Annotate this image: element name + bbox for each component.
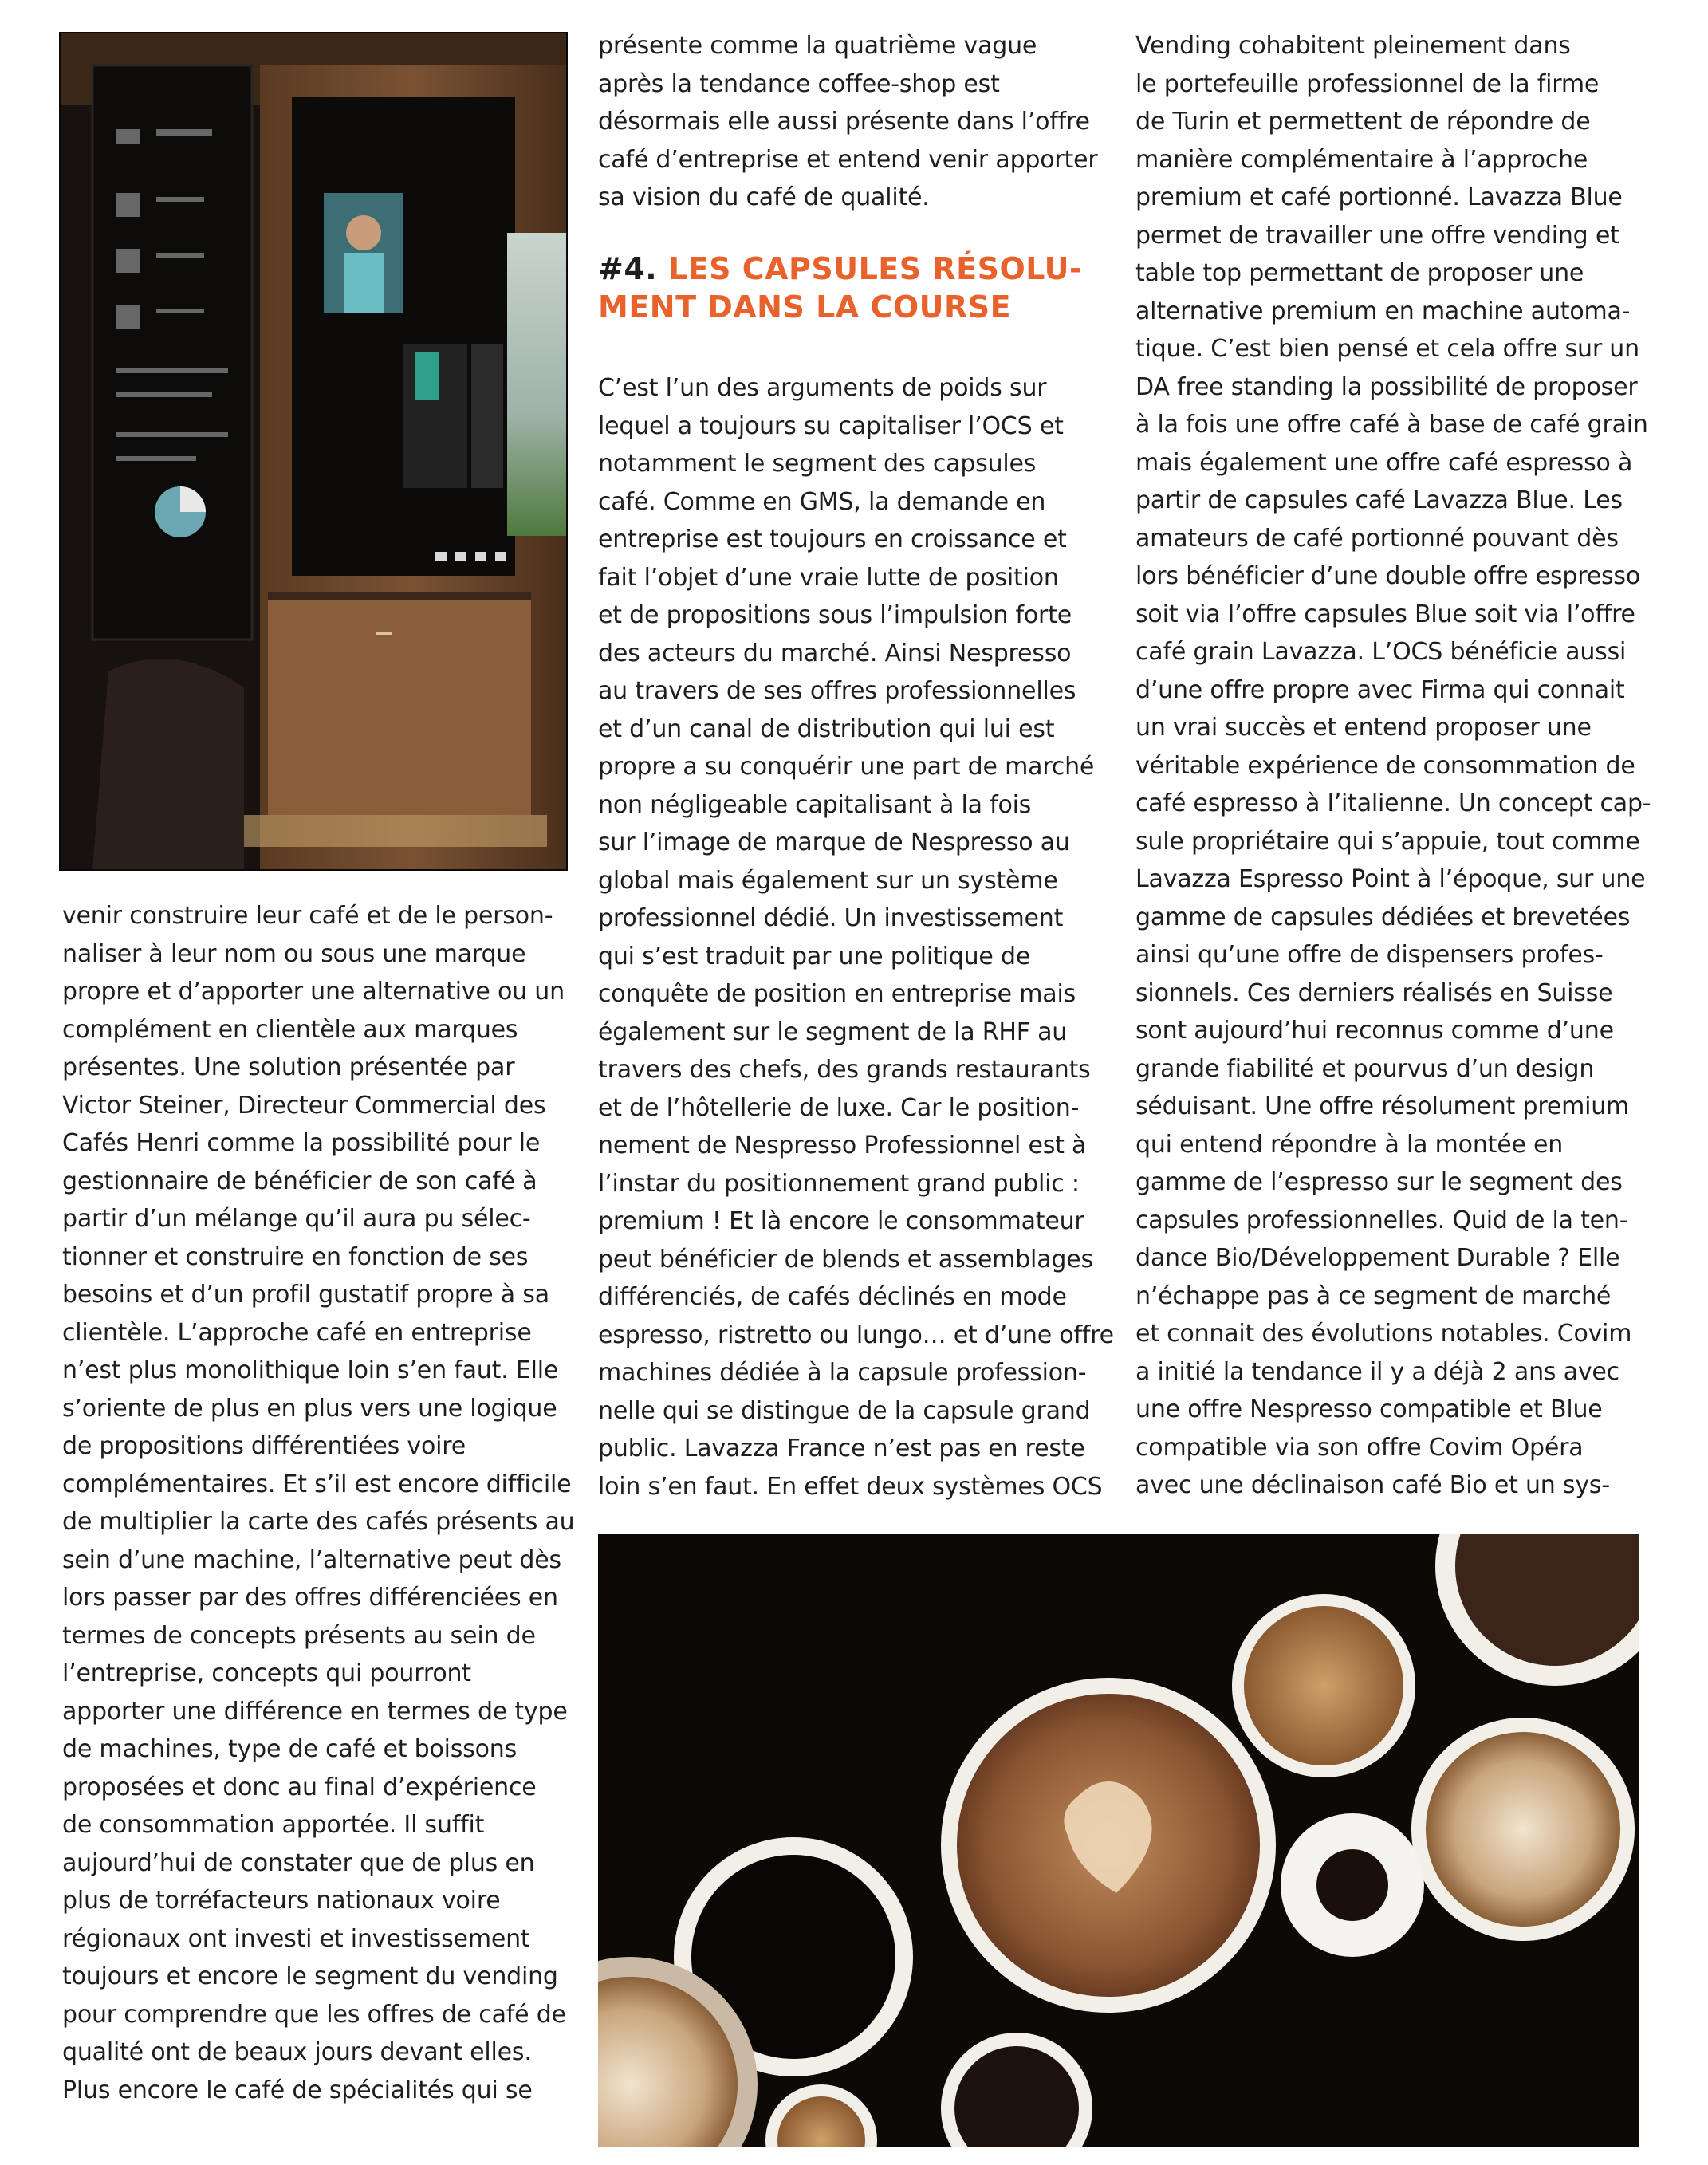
middle-column-intro-text: présente comme la quatrième vague après la tendance coffee-shop est désormais elle aussi présente dans l’offre café d’entreprise et entend venir apporter sa vision du café de qualité.	[598, 32, 1098, 211]
middle-column-text: C’est l’un des arguments de poids sur lequel a toujours su capitaliser l’OCS et notamment le segment des capsules café. Comme en GMS, la demande en entreprise est toujours en croissance et fait l’objet d’une vraie lutte de position et de propositions sous l’impulsion forte des acteurs du marché. Ainsi Nespresso au travers de ses offres professionnelles et d’un canal de distribution qui lui est propre a su conquérir une part de marché non négligeable capitalisant à la fois sur l’image de marque de Nespresso au global mais également sur un système professionnel dédié. Un investissement qui s’est traduit par une politique de conquête de position en entreprise mais également sur le segment de la RHF au travers des chefs, des grands restaurants et de l’hôtellerie de luxe. Car le position- nement de Nespresso Professionnel est à l’instar du positionnement grand public : premium ! Et là encore le consommateur peut bénéficier de blends et assemblages différenciés, de cafés déclinés en mode espresso, ristretto ou lungo… et d’une offre machines dédiée à la capsule profession- nelle qui se distingue de la capsule grand public. Lavazza France n’est pas en reste loin s’en faut. En effet deux systèmes OCS	[598, 374, 1114, 1501]
right-column-text: Vending cohabitent pleinement dans le portefeuille professionnel de la firme de Turin et permettent de répondre de manière complémentaire à l’approche premium et café portionné. Lavazza Blue permet de travailler une offre vending et table top permettant de proposer une alternative premium en machine automa- tique. C’est bien pensé et cela offre sur un DA free standing la possibilité de proposer à la fois une offre café à base de café grain mais également une offre café espresso à partir de capsules café Lavazza Blue. Les amateurs de café portionné pouvant dès lors bénéficier d’une double offre espresso soit via l’offre capsules Blue soit via l’offre café grain Lavazza. L’OCS bénéficie aussi d’une offre propre avec Firma qui connait un vrai succès et entend proposer une véritable expérience de consommation de café espresso à l’italienne. Un concept cap- sule propriétaire qui s’appuie, tout comme Lavazza Espresso Point à l’époque, sur une gamme de capsules dédiées et brevetées ainsi qu’une offre de dispensers profes- sionnels. Ces derniers réalisés en Suisse sont aujourd’hui reconnus comme d’une grande fiabilité et pourvus d’un design séduisant. Une offre résolument premium qui entend répondre à la montée en gamme de l’espresso sur le segment des capsules professionnelles. Quid de la ten- dance Bio/Développement Durable ? Elle n’échappe pas à ce segment de marché et connait des évolutions notables. Covim a initié la tendance il y a déjà 2 ans avec une offre Nespresso compatible et Blue compatible via son offre Covim Opéra avec une déclinaison café Bio et un sys-	[1135, 32, 1651, 1499]
section-heading-line-2: MENT DANS LA COURSE	[598, 289, 1012, 325]
section-number: #4.	[598, 251, 658, 286]
coffee-machine-photo	[59, 32, 568, 871]
left-column-text: venir construire leur café et de le person- naliser à leur nom ou sous une marque propre et d’apporter une alternative ou un complément en clientèle aux marques présentes. Une solution présentée par Victor Steiner, Directeur Commercial des Cafés Henri comme la possibilité pour le gestionnaire de bénéficier de son café à partir d’un mélange qu’il aura pu sélec- tionner et construire en fonction de ses besoins et d’un profil gustatif propre à sa clientèle. L’approche café en entreprise n’est plus monolithique loin s’en faut. Elle s’oriente de plus en plus vers une logique de propositions différentiées voire complémentaires. Et s’il est encore difficile de multiplier la carte des cafés présents au sein d’une machine, l’alternative peut dès lors passer par des offres différenciées en termes de concepts présents au sein de l’entreprise, concepts qui pourront apporter une différence en termes de type de machines, type de café et boissons proposées et donc au final d’expérience de consommation apportée. Il suffit aujourd’hui de constater que de plus en plus de torréfacteurs nationaux voire régionaux ont investi et investissement toujours et encore le segment du vending pour comprendre que les offres de café de qualité ont de beaux jours devant elles. Plus encore le café de spécialités qui se	[62, 902, 575, 2104]
section-heading-line-1: LES CAPSULES RÉSOLU-	[667, 251, 1083, 286]
section-heading	[598, 250, 1108, 326]
coffee-cups-photo	[598, 1534, 1639, 2147]
